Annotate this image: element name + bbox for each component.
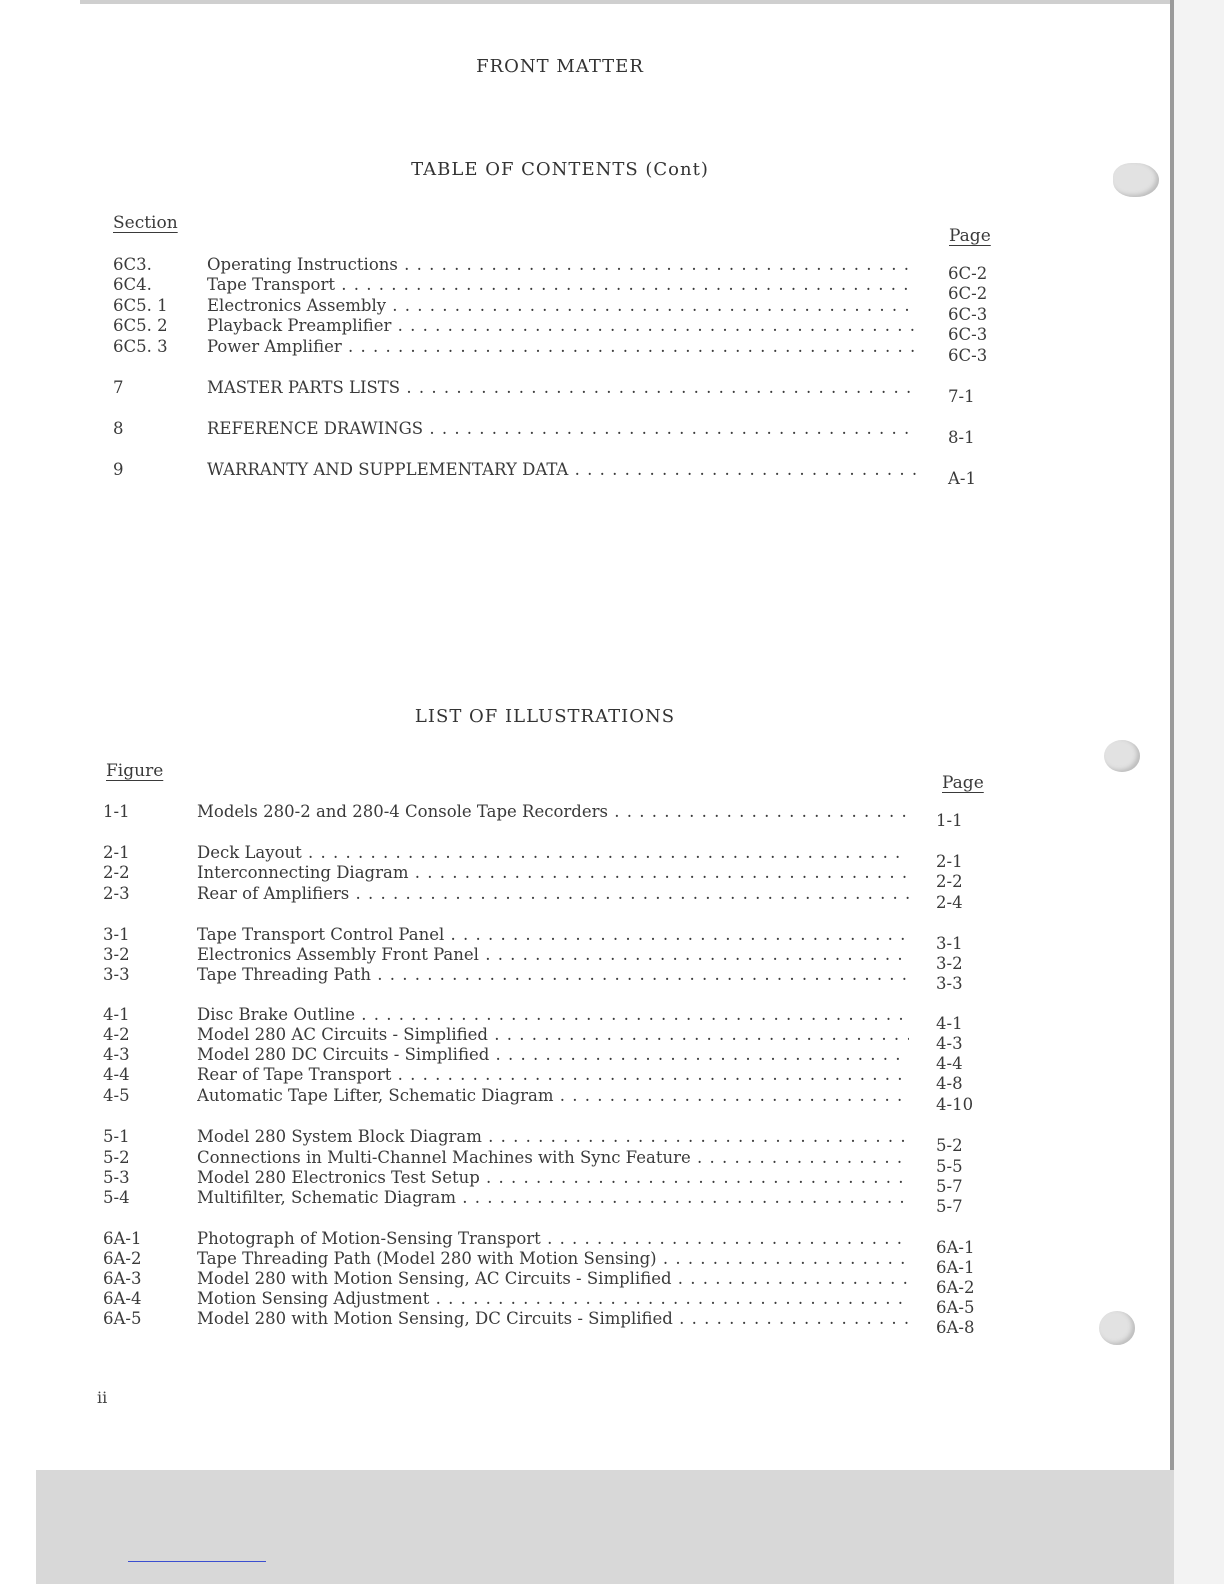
entry-title: Model 280 with Motion Sensing, DC Circuits - Simplified . . . [197, 1308, 909, 1330]
entry-page: 3-3 [936, 974, 963, 993]
entry-title: Operating Instructions . . . [207, 254, 917, 276]
entry-number: 4-3 [103, 1045, 130, 1064]
illustration-entry [103, 842, 993, 871]
toc-page-column-header: Page [949, 226, 991, 246]
entry-title: Automatic Tape Lifter, Schematic Diagram . . . [197, 1085, 909, 1107]
entry-title: Rear of Tape Transport . . . [197, 1064, 909, 1086]
entry-number: 3-2 [103, 945, 130, 964]
entry-page: 4-3 [936, 1034, 963, 1053]
illustration-entry [103, 862, 993, 891]
illustration-entry [103, 1024, 993, 1053]
entry-title: Playback Preamplifier . . . [207, 315, 917, 337]
illustration-entry [103, 924, 993, 953]
entry-number: 6C3. [113, 255, 152, 274]
entry-page: 6A-8 [936, 1318, 975, 1337]
entry-number: 6A-2 [103, 1249, 142, 1268]
entry-number: 6C5. 2 [113, 316, 168, 335]
entry-page: 2-4 [936, 893, 963, 912]
entry-number: 2-1 [103, 843, 130, 862]
entry-page: 4-10 [936, 1095, 974, 1114]
toc-entry [113, 336, 1003, 365]
entry-number: 5-1 [103, 1127, 130, 1146]
toc-entry [113, 459, 1003, 488]
entry-page: 4-8 [936, 1074, 963, 1093]
entry-number: 2-3 [103, 884, 130, 903]
entry-page: 6A-1 [936, 1238, 975, 1257]
entry-page: 6C-2 [948, 264, 988, 283]
entry-title: REFERENCE DRAWINGS . . . [207, 418, 917, 440]
entry-number: 1-1 [103, 802, 130, 821]
entry-page: 3-1 [936, 934, 963, 953]
entry-number: 5-4 [103, 1188, 130, 1207]
running-header: FRONT MATTER [476, 56, 644, 77]
entry-title: Motion Sensing Adjustment . . . [197, 1288, 909, 1310]
entry-number: 7 [113, 378, 124, 397]
scan-margin [1174, 0, 1224, 1584]
entry-title: Model 280 DC Circuits - Simplified . . . [197, 1044, 909, 1066]
toc-entry [113, 274, 1003, 303]
entry-number: 2-2 [103, 863, 130, 882]
entry-number: 6A-4 [103, 1289, 142, 1308]
entry-number: 5-3 [103, 1168, 130, 1187]
entry-page: 6A-2 [936, 1278, 975, 1297]
entry-page: 5-2 [936, 1136, 963, 1155]
illustration-entry [103, 1004, 993, 1033]
scan-blue-line [128, 1561, 266, 1562]
toc-entry [113, 377, 1003, 406]
entry-number: 8 [113, 419, 124, 438]
entry-title: Tape Threading Path (Model 280 with Motion Sensing) . . . [197, 1248, 909, 1270]
entry-page: 2-2 [936, 872, 963, 891]
entry-page: 6C-3 [948, 325, 988, 344]
entry-number: 6C4. [113, 275, 152, 294]
entry-page: 4-4 [936, 1054, 963, 1073]
entry-title: Tape Transport . . . [207, 274, 917, 296]
entry-page: A-1 [948, 469, 976, 488]
entry-page: 5-7 [936, 1197, 963, 1216]
entry-title: Model 280 AC Circuits - Simplified . . . [197, 1024, 909, 1046]
figure-column-header: Figure [106, 761, 164, 781]
illustration-entry [103, 1085, 993, 1114]
scan-bottom-margin [36, 1470, 1174, 1584]
entry-page: 6A-5 [936, 1298, 975, 1317]
illustration-entry [103, 1228, 993, 1257]
entry-title: Model 280 System Block Diagram . . . [197, 1126, 909, 1148]
entry-number: 6A-1 [103, 1229, 142, 1248]
entry-title: Multifilter, Schematic Diagram . . . [197, 1187, 909, 1209]
entry-number: 4-4 [103, 1065, 130, 1084]
page-number: ii [97, 1388, 108, 1407]
entry-page: 8-1 [948, 428, 975, 447]
entry-title: Power Amplifier . . . [207, 336, 917, 358]
entry-page: 3-2 [936, 954, 963, 973]
illustration-entry [103, 1044, 993, 1073]
illustration-entry [103, 1268, 993, 1297]
entry-title: Photograph of Motion-Sensing Transport . . . [197, 1228, 909, 1250]
entry-page: 6C-2 [948, 284, 988, 303]
entry-page: 5-5 [936, 1157, 963, 1176]
scan-page-edge [1170, 0, 1174, 1584]
entry-page: 1-1 [936, 811, 963, 830]
illustration-entry [103, 1064, 993, 1093]
entry-page: 4-1 [936, 1014, 963, 1033]
illustrations-title: LIST OF ILLUSTRATIONS [414, 706, 676, 727]
entry-title: MASTER PARTS LISTS . . . [207, 377, 917, 399]
entry-page: 7-1 [948, 387, 975, 406]
illustration-entry [103, 1308, 993, 1337]
entry-title: Disc Brake Outline . . . [197, 1004, 909, 1026]
punch-hole-middle [1104, 740, 1140, 772]
illustration-entry [103, 1248, 993, 1277]
toc-entry [113, 315, 1003, 344]
entry-title: Electronics Assembly . . . [207, 295, 917, 317]
entry-number: 4-5 [103, 1086, 130, 1105]
entry-title: Connections in Multi-Channel Machines with Sync Feature . . . [197, 1147, 909, 1169]
entry-title: Tape Transport Control Panel . . . [197, 924, 909, 946]
entry-title: Model 280 with Motion Sensing, AC Circuits - Simplified . . . [197, 1268, 909, 1290]
entry-title: WARRANTY AND SUPPLEMENTARY DATA . . . [207, 459, 917, 481]
entry-number: 6A-3 [103, 1269, 142, 1288]
illustration-entry [103, 1288, 993, 1317]
entry-page: 6C-3 [948, 305, 988, 324]
toc-entry [113, 254, 1003, 283]
entry-number: 6C5. 1 [113, 296, 168, 315]
entry-number: 5-2 [103, 1148, 130, 1167]
illustration-entry [103, 1187, 993, 1216]
illustration-entry [103, 944, 993, 973]
entry-title: Tape Threading Path . . . [197, 964, 909, 986]
toc-title: TABLE OF CONTENTS (Cont) [411, 159, 709, 180]
entry-title: Interconnecting Diagram . . . [197, 862, 909, 884]
punch-hole-bottom [1099, 1311, 1135, 1345]
entry-number: 4-2 [103, 1025, 130, 1044]
entry-title: Models 280-2 and 280-4 Console Tape Recorders . . . [197, 801, 909, 823]
entry-page: 5-7 [936, 1177, 963, 1196]
illustration-entry [103, 801, 993, 830]
illustration-entry [103, 1126, 993, 1155]
section-column-header: Section [113, 213, 178, 233]
entry-title: Electronics Assembly Front Panel . . . [197, 944, 909, 966]
illustrations-page-column-header: Page [942, 773, 984, 793]
entry-number: 6A-5 [103, 1309, 142, 1328]
entry-title: Rear of Amplifiers . . . [197, 883, 909, 905]
illustration-entry [103, 964, 993, 993]
illustration-entry [103, 883, 993, 912]
entry-page: 2-1 [936, 852, 963, 871]
entry-number: 6C5. 3 [113, 337, 168, 356]
entry-page: 6C-3 [948, 346, 988, 365]
entry-number: 3-1 [103, 925, 130, 944]
illustration-entry [103, 1167, 993, 1196]
entry-title: Deck Layout . . . [197, 842, 909, 864]
entry-number: 4-1 [103, 1005, 130, 1024]
entry-number: 9 [113, 460, 124, 479]
scan-top-edge [80, 0, 1180, 4]
entry-page: 6A-1 [936, 1258, 975, 1277]
toc-entry [113, 418, 1003, 447]
toc-entry [113, 295, 1003, 324]
entry-title: Model 280 Electronics Test Setup . . . [197, 1167, 909, 1189]
entry-number: 3-3 [103, 965, 130, 984]
illustration-entry [103, 1147, 993, 1176]
